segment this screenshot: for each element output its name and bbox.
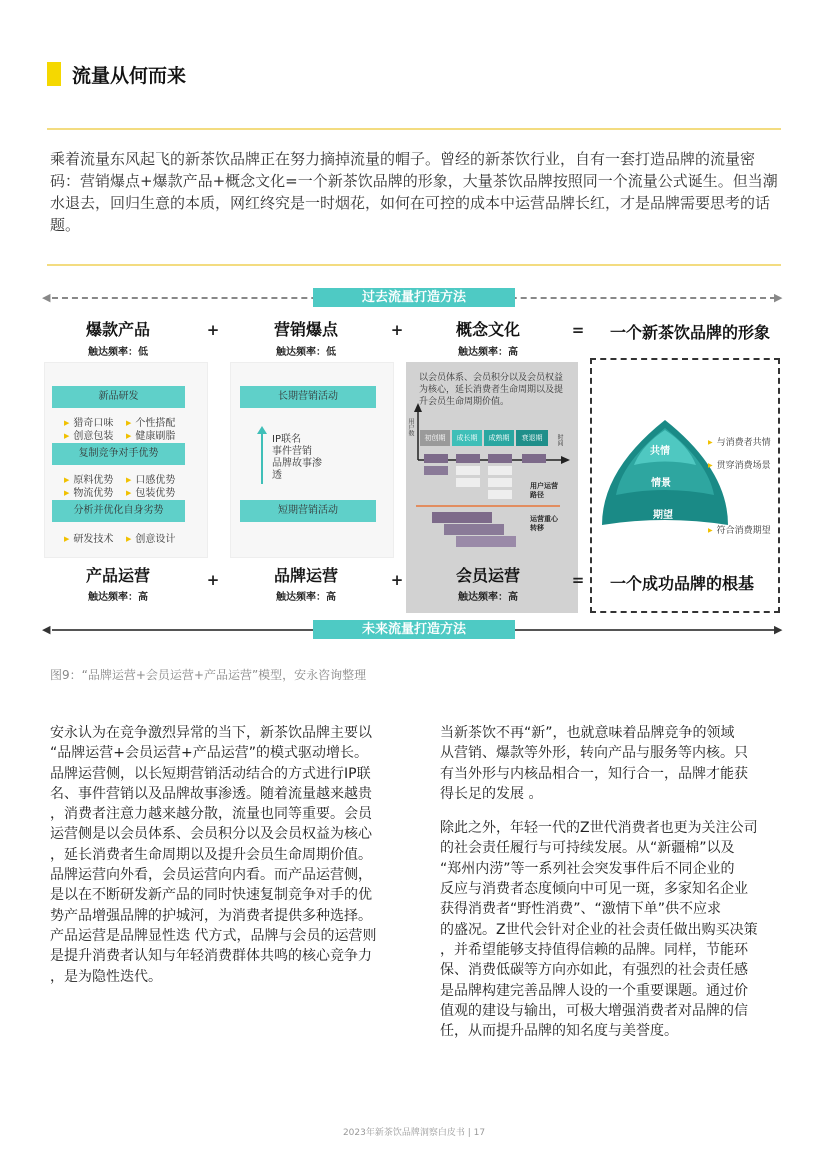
body-line: ，并希望能够支持值得信赖的品牌。同样，节能环 [440, 941, 748, 958]
stage-label: 成长期 [456, 434, 478, 442]
body-left-column [50, 723, 422, 987]
member-description: 以会员体系、会员积分以及会员权益为核心，延长消费者生命周期以及提升会员生命周期价值。 [419, 373, 564, 407]
brand-tactics-list [272, 434, 322, 482]
intro-paragraph: 乘着流量东风起飞的新茶饮品牌正在努力摘掉流量的帽子。曾经的新茶饮行业，自有一套打造品牌的流量密码：营销爆点+爆款产品+概念文化=一个新茶饮品牌的形象，大量茶饮品牌按照同一个流量公式诞生。但当潮水退去，回归生意的本质，网红终究是一时烟花，如何在可控的成本中运营品牌长红，才是品牌需要思考的话题。 [50, 150, 778, 234]
divider-top [47, 128, 781, 130]
body-line: 有当外形与内核品相合一，知行合一，品牌才能获 [440, 765, 748, 782]
body-line: 的社会责任履行与可持续发展。从“新疆棉”以及 [440, 840, 735, 857]
bottom-plus-2: + [390, 571, 404, 589]
brand-box-long-term: 长期营销活动 [240, 386, 376, 408]
pyramid-layer-2: 情景 [651, 478, 671, 489]
brand-tactic: 透 [272, 470, 282, 481]
bottom-result: 一个成功品牌的根基 [610, 574, 755, 593]
product-feature: ▶ 包装优势 [126, 484, 175, 499]
body-line: 品牌运营侧，以长短期营销活动结合的方式进行IP联 [50, 765, 371, 782]
top-equals: = [571, 321, 585, 339]
body-line: 从营销、爆款等外形，转向产品与服务等内核。只 [440, 745, 748, 762]
bottom-plus-1: + [206, 571, 220, 589]
body-line: 任，从而提升品牌的知名度与美誉度。 [440, 1023, 678, 1040]
body-line: 当新茶饮不再“新”，也就意味着品牌竞争的领域 [440, 725, 735, 741]
top-plus-1: + [206, 321, 220, 339]
body-line: 品牌运营向外看，会员运营向内看。而产品运营侧， [50, 867, 372, 884]
product-feature: ▶ 创意设计 [126, 530, 175, 545]
product-feature: ▶ 研发技术 [64, 530, 113, 545]
lifecycle-chart [410, 400, 574, 560]
body-line: ，是为隐性迭代。 [50, 968, 162, 985]
product-feature: ▶ 口感优势 [126, 471, 175, 486]
arrow-right-head: ▶ [774, 623, 783, 636]
user-path-label: 用户运营路径 [530, 482, 558, 499]
product-feature: ▶ 健康刷脂 [126, 427, 175, 442]
section-title: 流量从何而来 [72, 65, 187, 87]
arrow-left-head: ◀ [42, 623, 51, 636]
product-box-copy: 复制竞争对手优势 [52, 443, 185, 465]
core-shift-label: 运营重心转移 [530, 515, 558, 532]
body-line: ，延长消费者生命周期以及提升会员生命周期价值。 [50, 846, 372, 863]
bottom-col1-freq: 触达频率：高 [88, 592, 148, 603]
body-line: “郑州内涝”等一系列社会突发事件后不同企业的 [440, 860, 735, 877]
pyramid-note: ▶ 符合消费期望 [708, 523, 771, 536]
up-arrow-icon [256, 426, 268, 486]
pyramid-note: ▶ 贯穿消费场景 [708, 458, 771, 471]
body-line: ，消费者注意力越来越分散，流量也同等重要。会员 [50, 806, 372, 823]
product-feature: ▶ 猎奇口味 [64, 414, 113, 429]
divider-bottom [47, 264, 781, 266]
stage-label: 初创期 [424, 434, 446, 442]
product-feature: ▶ 创意包装 [64, 427, 113, 442]
body-line: 是品牌构建完善品牌人设的一个重要课题。通过价 [440, 982, 748, 999]
bottom-equals: = [571, 571, 585, 589]
body-line: 是提升消费者认知与年轻消费群体共鸣的核心竞争力 [50, 948, 372, 965]
bottom-col3-title: 会员运营 [455, 566, 520, 585]
top-col2-title: 营销爆点 [273, 320, 338, 339]
figure-caption: 图9：“品牌运营+会员运营+产品运营”模型，安永咨询整理 [50, 668, 367, 682]
body-line: 势产品增强品牌的护城河，为消费者提供多种选择。 [50, 907, 372, 924]
pyramid-layer-1: 共情 [650, 446, 670, 457]
bottom-col2-title: 品牌运营 [273, 566, 338, 585]
past-method-label: 过去流量打造方法 [313, 288, 515, 307]
top-col2-freq: 触达频率：低 [276, 347, 336, 358]
product-feature: ▶ 原料优势 [64, 471, 113, 486]
body-line: 除此之外，年轻一代的Z世代消费者也更为关注公司 [440, 820, 758, 837]
lifecycle-x-axis-label: 时间 [556, 434, 563, 446]
product-feature: ▶ 个性搭配 [126, 414, 175, 429]
brand-tactic: 事件营销 [272, 446, 312, 457]
brand-tactic: IP联名 [272, 434, 301, 445]
body-line: 得长足的发展 。 [440, 785, 543, 802]
brand-box-short-term: 短期营销活动 [240, 500, 376, 522]
body-line: 反应与消费者态度倾向中可见一斑，多家知名企业 [440, 881, 748, 898]
top-result: 一个新茶饮品牌的形象 [610, 323, 771, 342]
arrow-right-head: ▶ [774, 291, 783, 304]
body-right-column [440, 723, 790, 1041]
body-line: 的盛况。Z世代会针对企业的社会责任做出购买决策 [440, 921, 758, 938]
top-plus-2: + [390, 321, 404, 339]
body-line: 运营侧是以会员体系、会员积分以及会员权益为核心 [50, 826, 372, 843]
body-line: 值观的建设与输出，可极大增强消费者对品牌的信 [440, 1002, 748, 1019]
brand-tactic: 品牌故事渗 [272, 458, 322, 469]
top-col3-title: 概念文化 [455, 320, 520, 339]
product-box-optimize: 分析并优化自身劣势 [52, 500, 185, 522]
pyramid-layer-3: 期望 [653, 510, 673, 521]
body-line: 获得消费者“野性消费”、“激情下单”供不应求 [440, 901, 722, 918]
lifecycle-y-axis-label: 用户数 [407, 418, 414, 436]
pyramid-note: ▶ 与消费者共情 [708, 435, 771, 448]
page-footer: 2023年新茶饮品牌洞察白皮书 | 17 [342, 1128, 486, 1138]
body-line: 安永认为在竞争激烈异常的当下，新茶饮品牌主要以 [50, 725, 372, 741]
arrow-left-head: ◀ [42, 291, 51, 304]
bottom-col1-title: 产品运营 [85, 566, 150, 585]
section-title-marker [47, 62, 61, 86]
product-feature: ▶ 物流优势 [64, 484, 113, 499]
bottom-col3-freq: 触达频率：高 [458, 592, 518, 603]
top-col3-freq: 触达频率：高 [458, 347, 518, 358]
bottom-col2-freq: 触达频率：高 [276, 592, 336, 603]
stage-label: 成熟期 [488, 434, 510, 442]
body-line: 名、事件营销以及品牌故事渗透。随着流量越来越贵 [50, 785, 372, 802]
body-line: 保、消费低碳等方向亦如此，有强烈的社会责任感 [440, 962, 748, 979]
future-method-label: 未来流量打造方法 [313, 620, 515, 639]
product-box-new: 新品研发 [52, 386, 185, 408]
body-line: 产品运营是品牌显性迭 代方式，品牌与会员的运营则 [50, 927, 377, 944]
stage-label: 衰退期 [521, 434, 543, 442]
top-col1-freq: 触达频率：低 [88, 347, 148, 358]
top-col1-title: 爆款产品 [85, 320, 150, 339]
body-line: 是以在不断研发新产品的同时快速复制竞争对手的优 [50, 887, 372, 904]
body-line: “品牌运营+会员运营+产品运营”的模式驱动增长。 [50, 745, 368, 762]
